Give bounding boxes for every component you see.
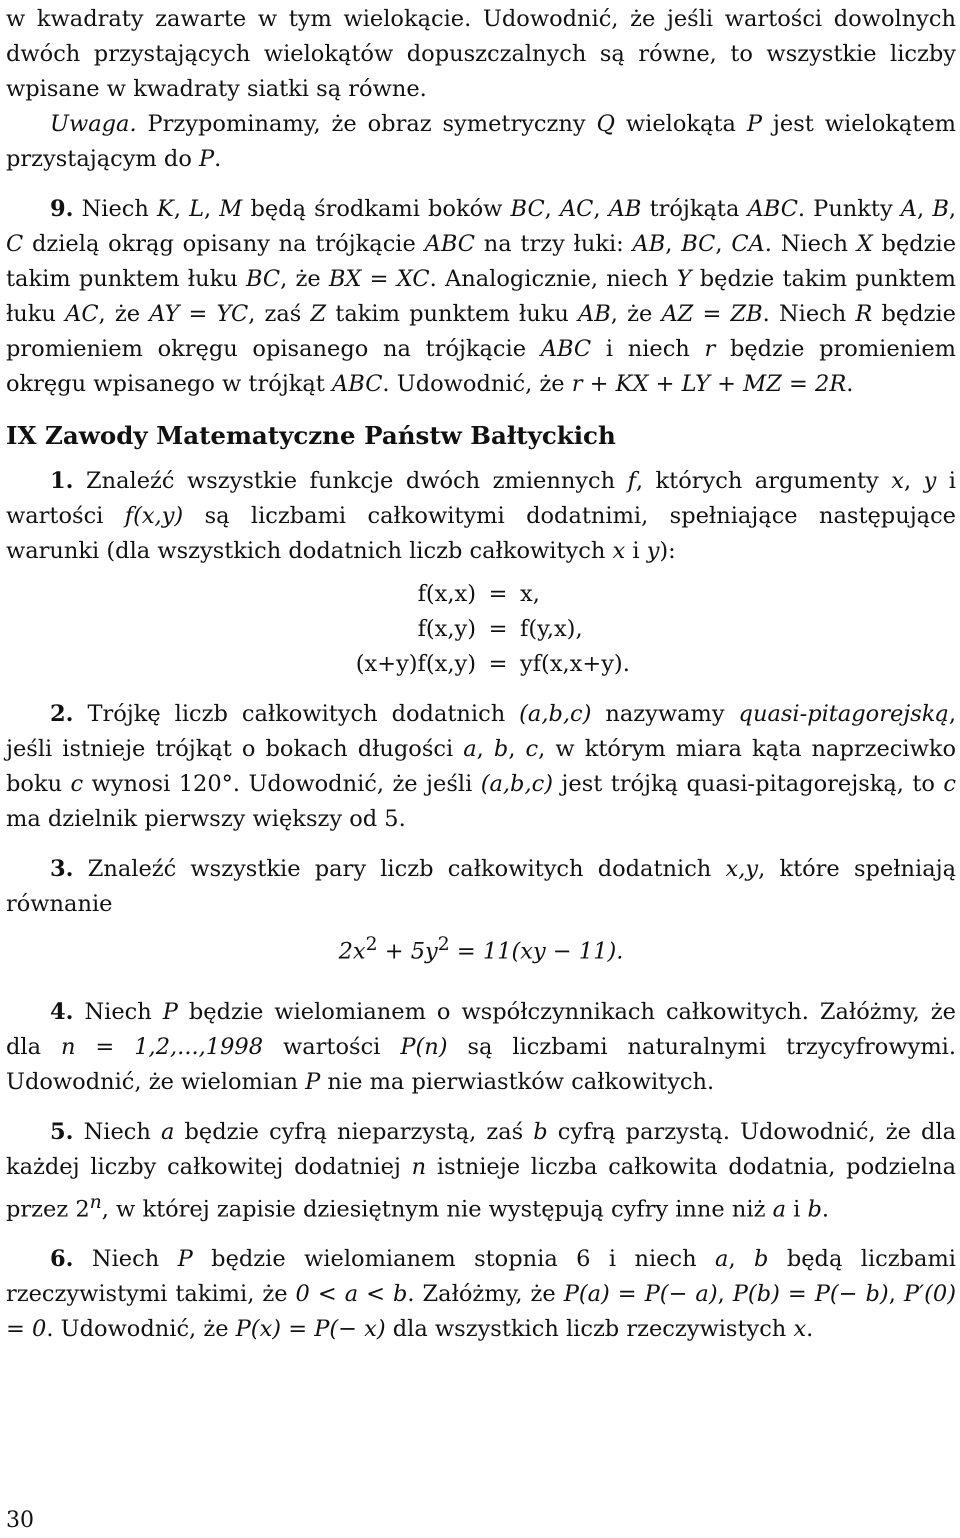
problem-3-equation: $2x^2 + 5y^2 = 11(xy - 11)$. <box>338 934 624 965</box>
problem-1: 1. Znaleźć wszystkie funkcje dwóch zmiennych f, których argumenty x, y i wartości f(x,y) są liczbami całkowitymi dodatnimi, spełniające następujące warunki (dla wszystkich dodatnich liczb całkowitych x i y): <box>6 468 956 564</box>
problem-5: 5. Niech a będzie cyfrą nieparzystą, zaś b cyfrą parzystą. Udowodnić, że dla każdej liczby całkowitej dodatniej n istnieje liczba całkowita dodatnia, podzielna przez 2$^n$, w której zapisie dziesiętnym nie występują cyfry inne niż a i b. <box>6 1118 956 1222</box>
section-heading: IX Zawody Matematyczne Państw Bałtyckich <box>6 421 616 450</box>
problem-2: 2. Trójkę liczb całkowitych dodatnich (a,b,c) nazywamy quasi-pitagorejską, jeśli istnieje trójkąt o bokach długości a, b, c, w którym miara kąta naprzeciwko boku c wynosi 120°. Udowodnić, że jeśli (a,b,c) jest trójką quasi-pitagorejską, to c ma dzielnik pierwszy większy od 5. <box>6 701 957 832</box>
prev-problem-text: w kwadraty zawarte w tym wielokącie. Udowodnić, że jeśli wartości dowolnych dwóch przystających wielokątów dopuszczalnych są równe, to wszystkie liczby wpisane w kwadraty siatki są równe. <box>6 6 956 102</box>
problem-4: 4. Niech P będzie wielomianem o współczynnikach całkowitych. Załóżmy, że dla n = 1,2,...,1998 wartości P(n) są liczbami naturalnymi trzycyfrowymi. Udowodnić, że wielomian P nie ma pierwiastków całkowitych. <box>6 998 956 1095</box>
problem-3: 3. Znaleźć wszystkie pary liczb całkowitych dodatnich x,y, które spełniają równanie <box>6 856 956 917</box>
page-number: 30 <box>6 1508 34 1533</box>
page-content <box>6 2 956 1347</box>
problem-6: 6. Niech P będzie wielomianem stopnia 6 i niech a, b będą liczbami rzeczywistymi takimi, że 0 < a < b. Załóżmy, że P(a) = P(− a), P(b) = P(− b), P′(0) = 0. Udowodnić, że P(x) = P(− x) dla wszystkich liczb rzeczywistych x. <box>6 1246 956 1342</box>
equation-row: (x+y)f(x,y) = yf(x,x+y). <box>355 651 630 677</box>
equation-row: f(x,y) = f(y,x), <box>417 616 583 642</box>
problem-1-equations <box>6 577 956 682</box>
problem-9: 9. Niech K, L, M będą środkami boków BC, AC, AB trójkąta ABC. Punkty A, B, C dzielą okrąg opisany na trójkącie ABC na trzy łuki: AB, BC, CA. Niech X będzie takim punktem łuku BC, że BX = XC. Analogicznie, niech Y będzie takim punktem łuku AC, że AY = YC, zaś Z takim punktem łuku AB, że AZ = ZB. Niech R będzie promieniem okręgu opisanego na trójkącie ABC i niech r będzie promieniem okręgu wpisanego w trójkąt ABC. Udowodnić, że r + KX + LY + MZ = 2R. <box>6 196 957 397</box>
uwaga-note: Uwaga. Przypominamy, że obraz symetryczny Q wielokąta P jest wielokątem przystającym do P. <box>6 111 956 172</box>
equation-row: f(x,x) = x, <box>417 581 540 607</box>
